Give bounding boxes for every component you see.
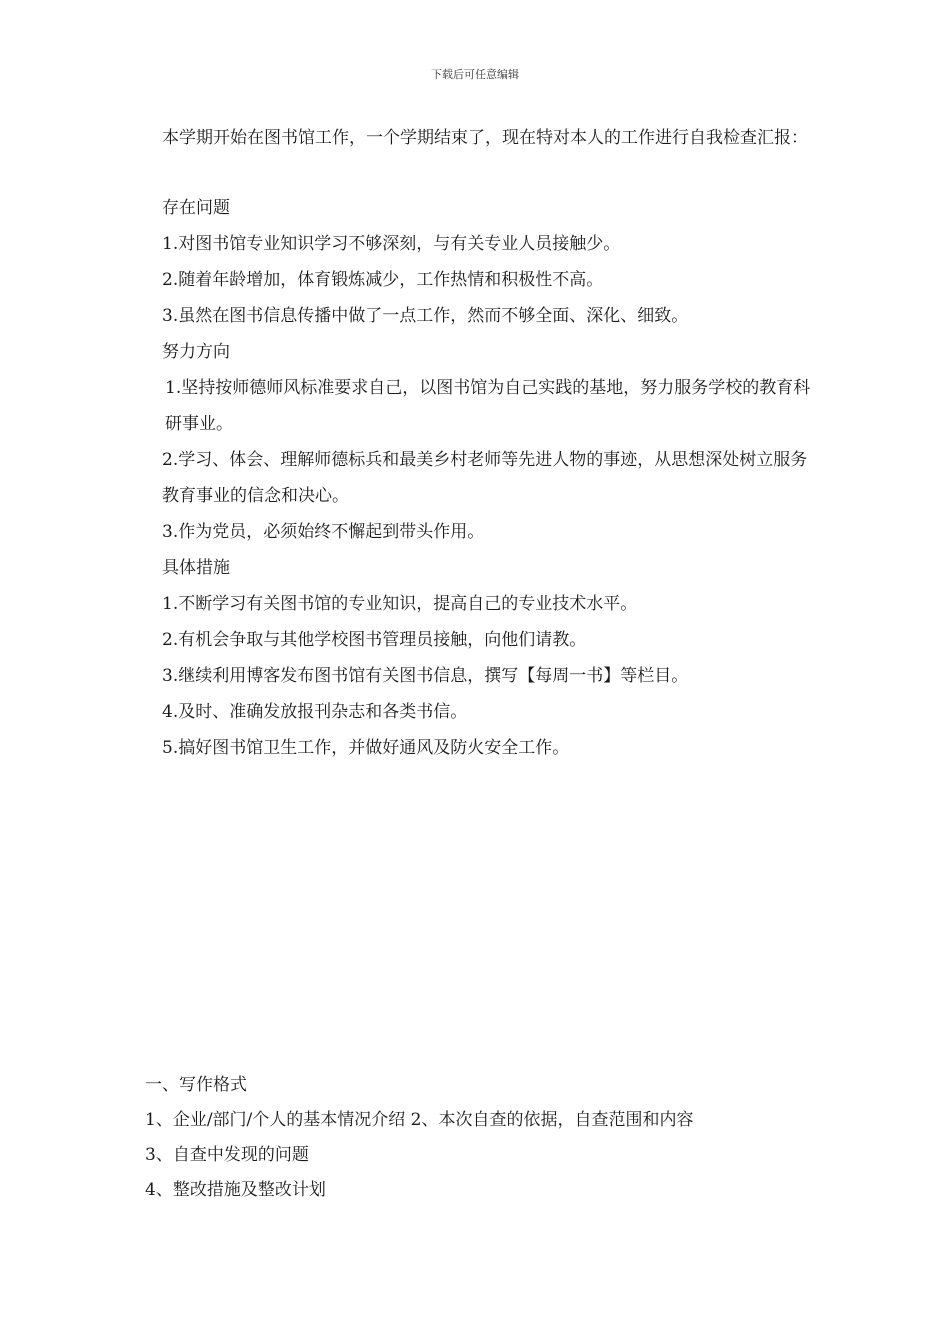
writing-format-section [145, 1068, 825, 1208]
intro-paragraph: 本学期开始在图书馆工作，一个学期结束了，现在特对本人的工作进行自我检查汇报： [162, 128, 808, 148]
direction-item: 2.学习、体会、理解师德标兵和最美乡村老师等先进人物的事迹，从思想深处树立服务教育事业的信念和决心。 [162, 450, 808, 506]
problem-item: 2.随着年龄增加，体育锻炼减少，工作热情和积极性不高。 [162, 270, 604, 290]
format-item: 4、整改措施及整改计划 [145, 1180, 326, 1200]
page-header: 下载后可任意编辑 [431, 68, 519, 81]
measure-item: 3.继续利用博客发布图书馆有关图书信息，撰写【每周一书】等栏目。 [162, 666, 689, 686]
measure-item: 5.搞好图书馆卫生工作，并做好通风及防火安全工作。 [162, 738, 570, 758]
direction-item: 3.作为党员，必须始终不懈起到带头作用。 [162, 522, 485, 542]
section-title-direction: 努力方向 [162, 342, 230, 362]
section-title-measures: 具体措施 [162, 558, 230, 578]
section-title-problems: 存在问题 [162, 198, 230, 218]
problem-item: 1.对图书馆专业知识学习不够深刻，与有关专业人员接触少。 [162, 234, 621, 254]
spacer [145, 156, 813, 190]
format-item: 1、企业/部门/个人的基本情况介绍 2、本次自查的依据，自查范围和内容 [145, 1110, 694, 1130]
format-title: 一、写作格式 [145, 1075, 247, 1095]
measure-item: 1.不断学习有关图书馆的专业知识，提高自己的专业技术水平。 [162, 594, 638, 614]
measure-item: 2.有机会争取与其他学校图书管理员接触，向他们请教。 [162, 630, 587, 650]
direction-item: 1.坚持按师德师风标准要求自己，以图书馆为自己实践的基地，努力服务学校的教育科研事业。 [165, 378, 811, 434]
problem-item: 3.虽然在图书信息传播中做了一点工作，然而不够全面、深化、细致。 [162, 306, 689, 326]
format-item: 3、自查中发现的问题 [145, 1145, 309, 1165]
document-body [145, 120, 813, 766]
measure-item: 4.及时、准确发放报刊杂志和各类书信。 [162, 702, 468, 722]
